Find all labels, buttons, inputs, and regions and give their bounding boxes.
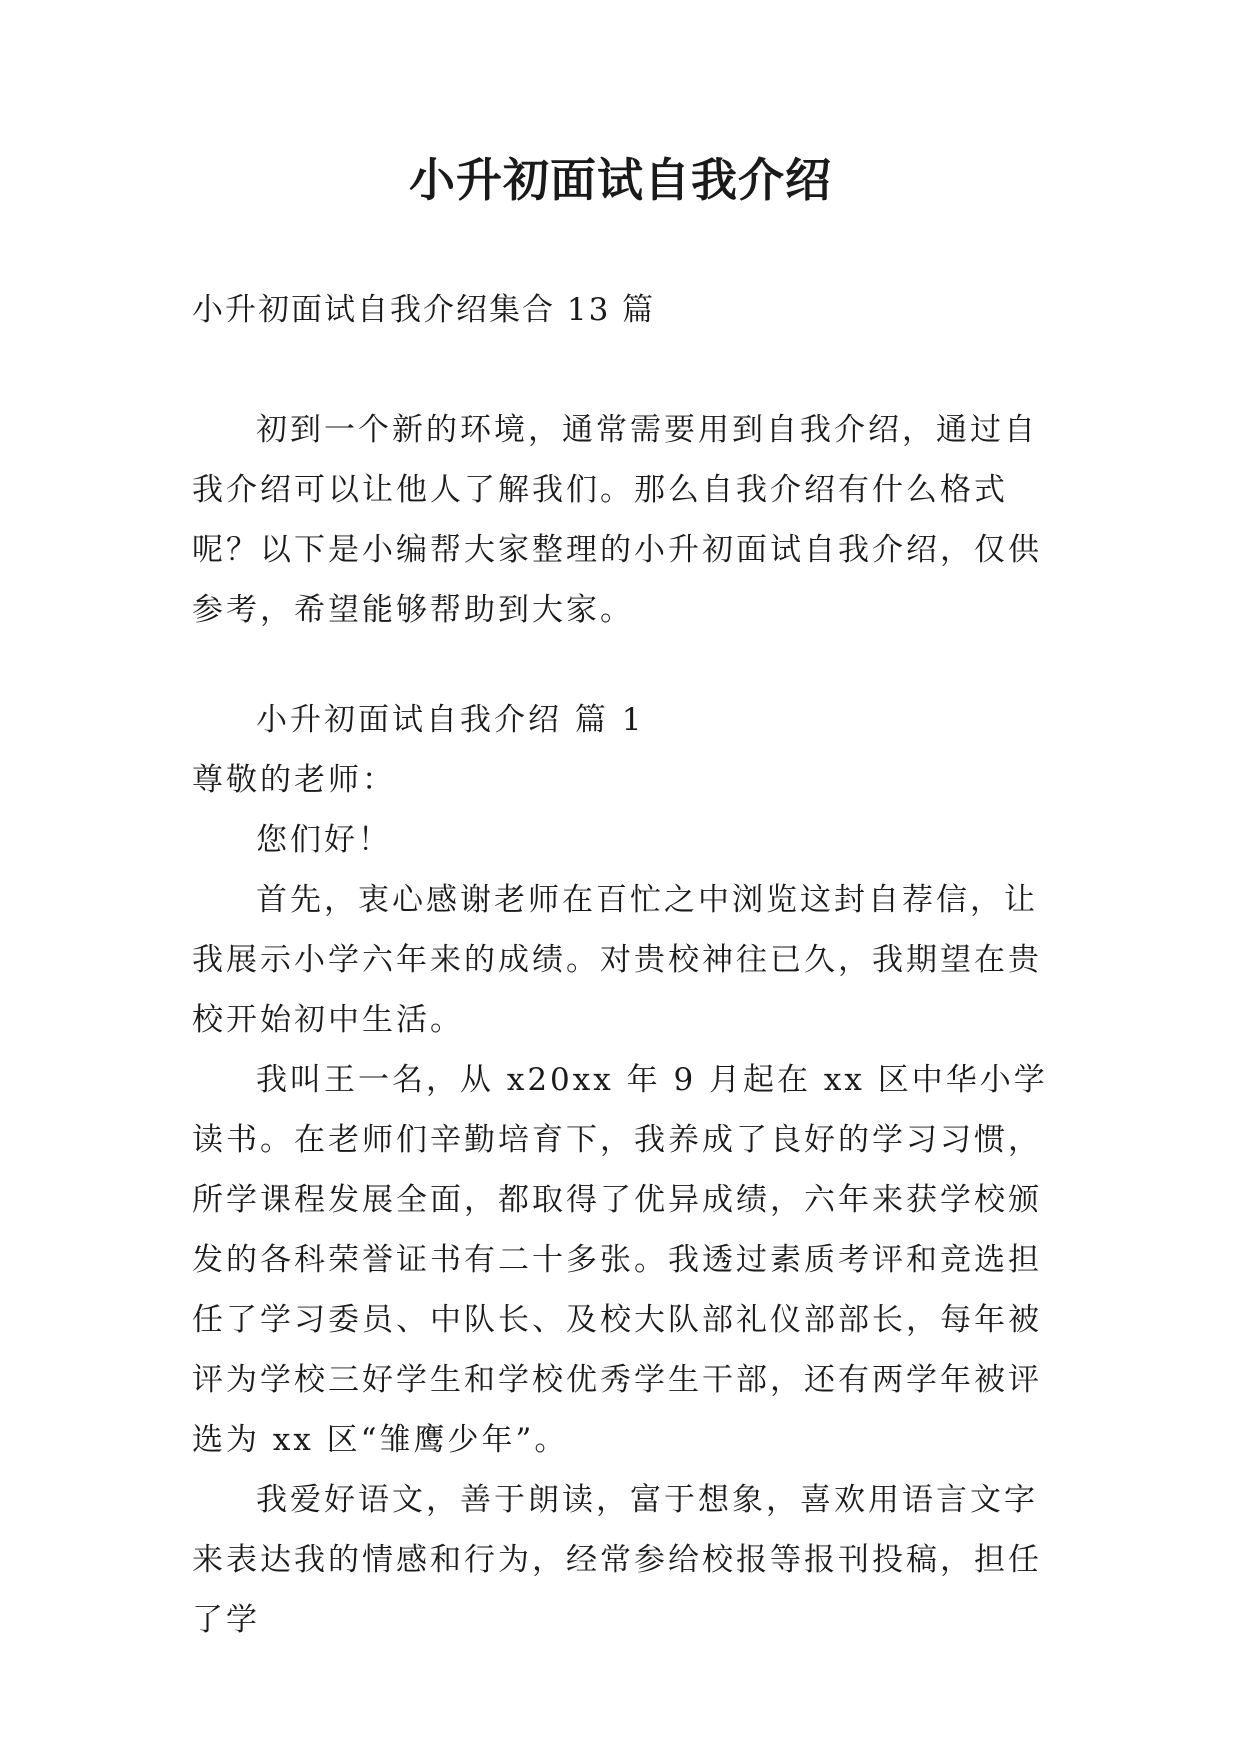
- document-subtitle: 小升初面试自我介绍集合 13 篇: [192, 292, 656, 328]
- section-heading: 小升初面试自我介绍 篇 1: [256, 702, 645, 738]
- salutation: 尊敬的老师：: [192, 762, 396, 798]
- intro-block: [192, 400, 1060, 640]
- document-title: 小升初面试自我介绍: [409, 153, 832, 207]
- body-paragraph: 我爱好语文，善于朗读，富于想象，喜欢用语言文字来表达我的情感和行为，经常参给校报等报刊投稿，担任了学: [192, 1482, 1042, 1638]
- greeting: 您们好！: [256, 822, 392, 858]
- intro-paragraph: 初到一个新的环境，通常需要用到自我介绍，通过自我介绍可以让他人了解我们。那么自我介绍有什么格式呢？以下是小编帮大家整理的小升初面试自我介绍，仅供参考，希望能够帮助到大家。: [192, 412, 1042, 628]
- section-1: [192, 690, 1060, 1650]
- body-paragraph: 我叫王一名，从 x20xx 年 9 月起在 xx 区中华小学读书。在老师们辛勤培育下，我养成了良好的学习习惯，所学课程发展全面，都取得了优异成绩，六年来获学校颁发的各科荣誉证书有二十多张。我透过素质考评和竞选担任了学习委员、中队长、及校大队部礼仪部部长，每年被评为学校三好学生和学校优秀学生干部，还有两学年被评选为 xx 区“雏鹰少年”。: [192, 1062, 1048, 1458]
- body-paragraph: 首先，衷心感谢老师在百忙之中浏览这封自荐信，让我展示小学六年来的成绩。对贵校神往已久，我期望在贵校开始初中生活。: [192, 882, 1042, 1038]
